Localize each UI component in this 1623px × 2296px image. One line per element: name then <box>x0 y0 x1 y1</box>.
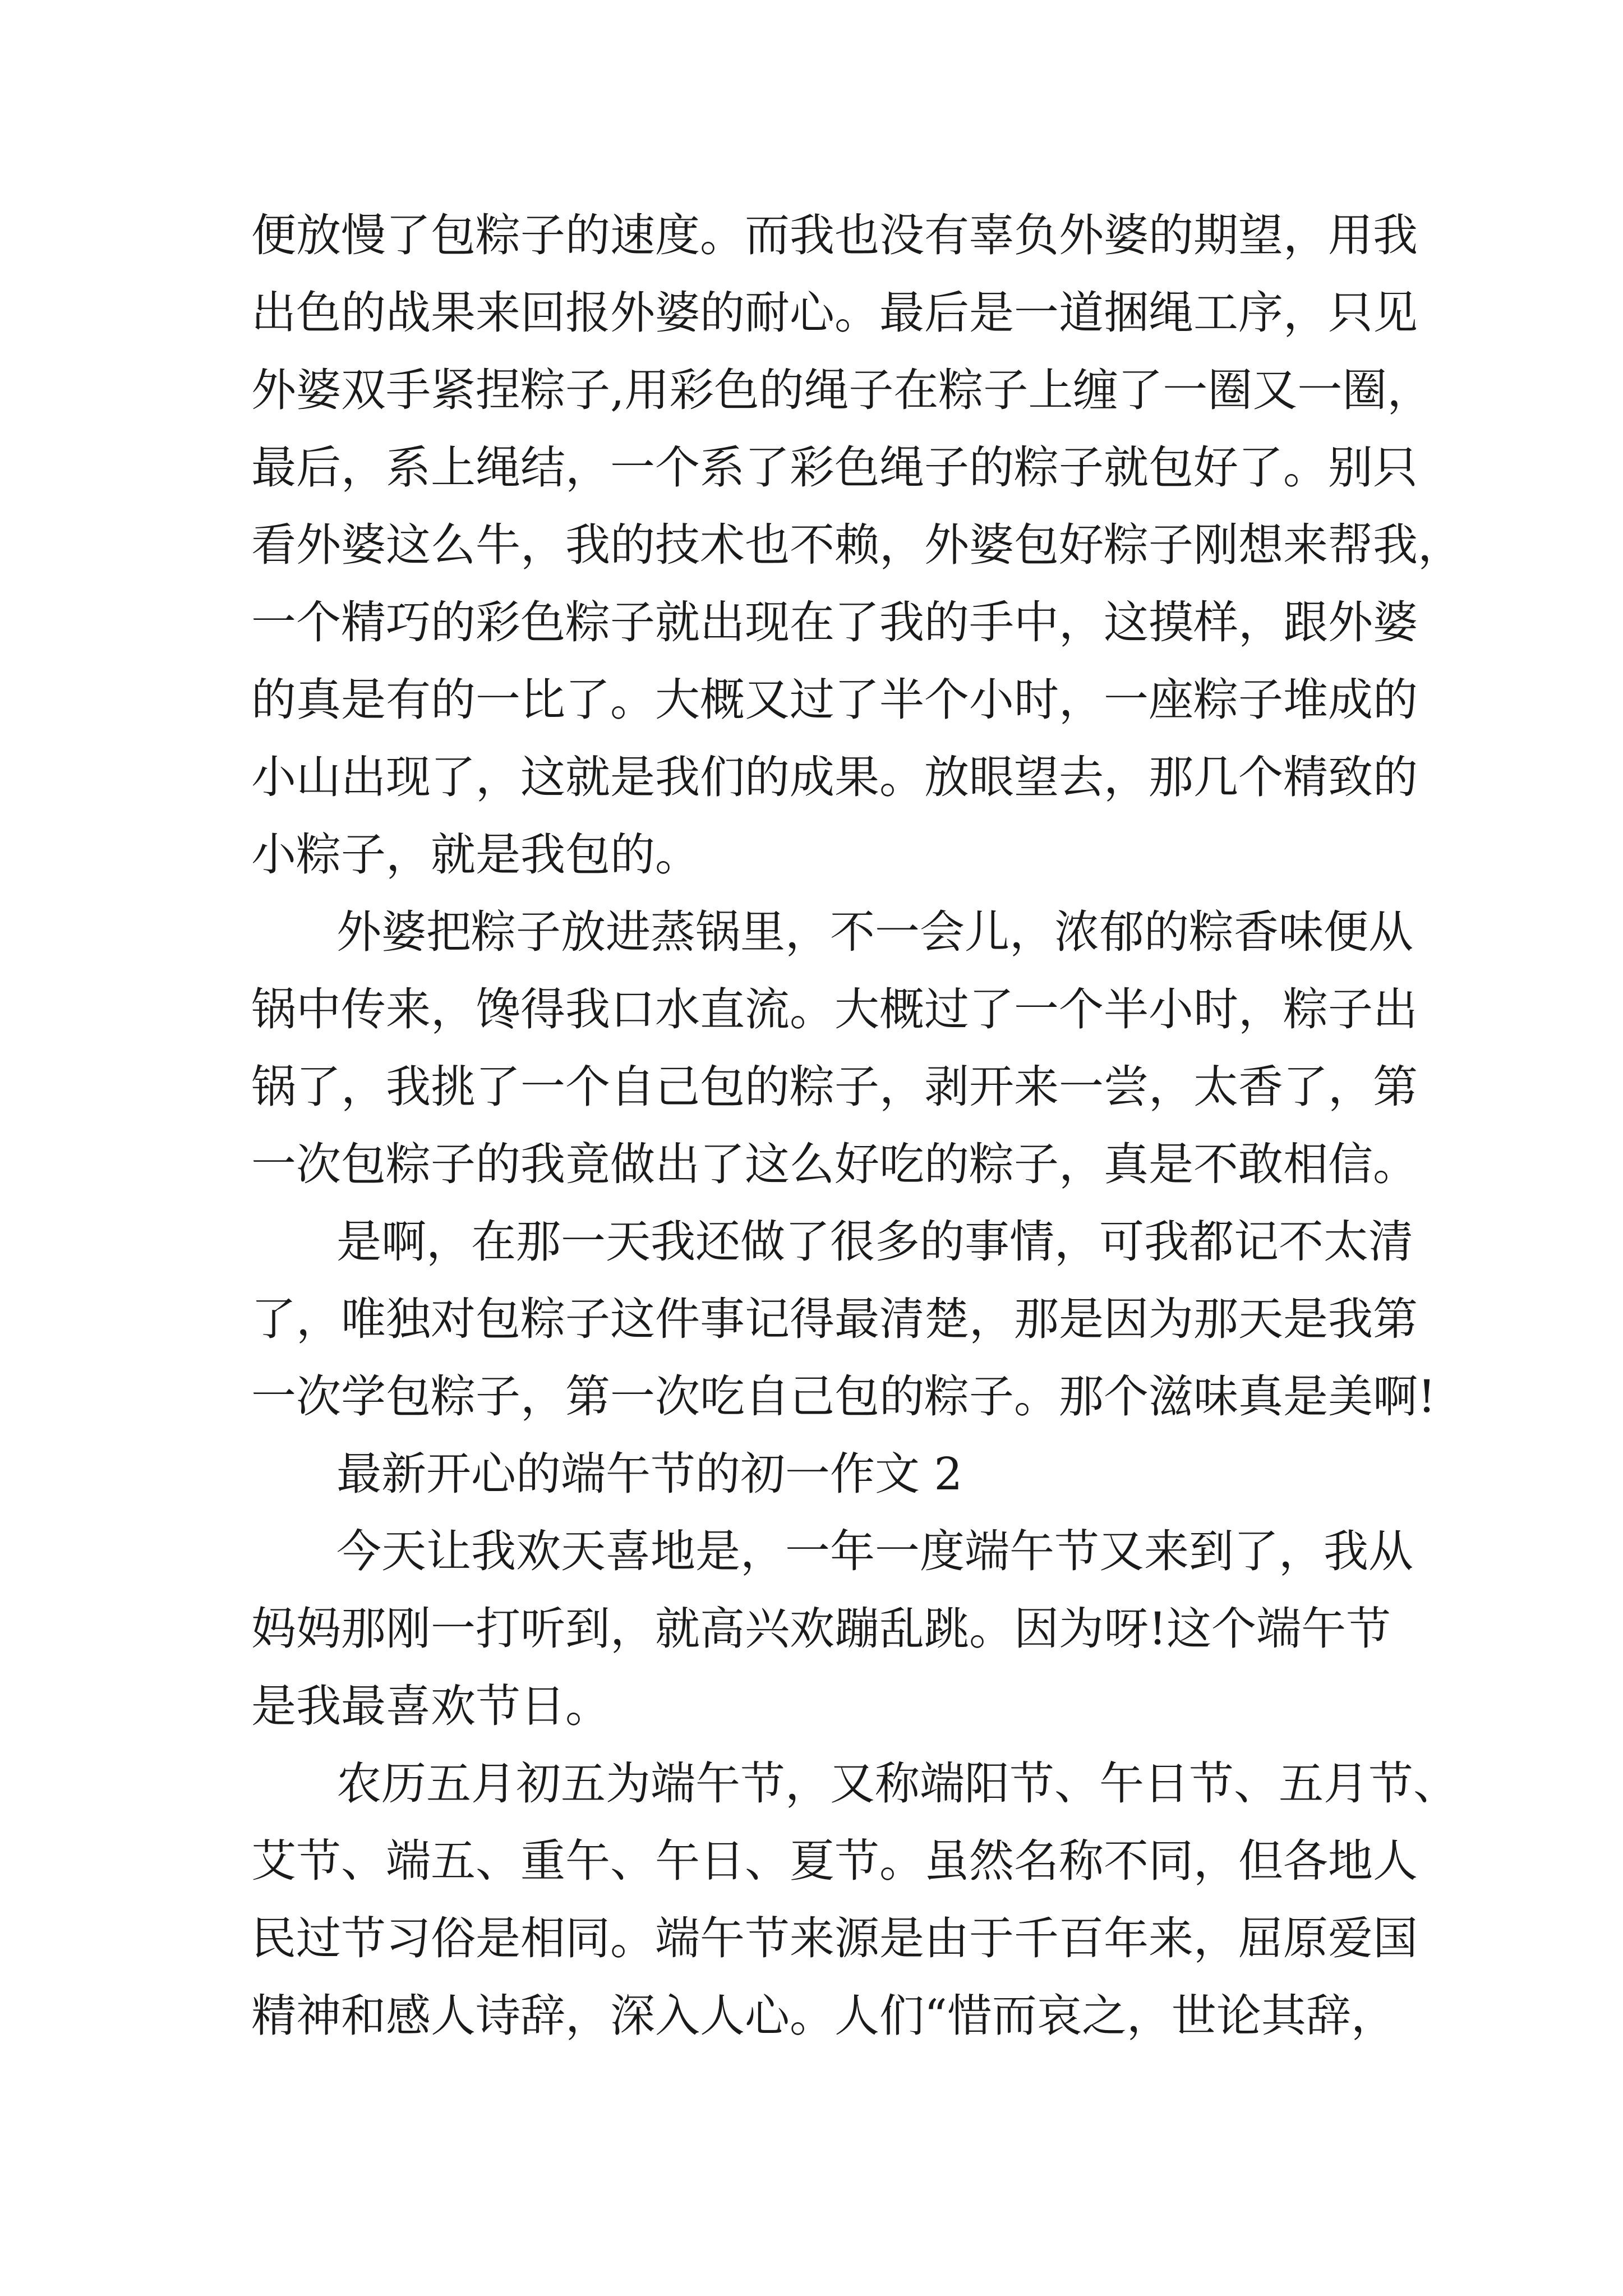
section-heading <box>0 1438 1623 1511</box>
line-text: 了，唯独对包粽子这件事记得最清楚，那是因为那天是我第 <box>251 1293 1418 1345</box>
line-text: 最后，系上绳结，一个系了彩色绳子的粽子就包好了。别只 <box>251 441 1418 494</box>
line-text: 是我最喜欢节日。 <box>251 1680 610 1732</box>
text-line-22 <box>0 1825 1623 1898</box>
line-text: 锅了，我挑了一个自己包的粽子，剥开来一尝，太香了，第 <box>251 1061 1418 1113</box>
line-text: 艾节、端五、重午、午日、夏节。虽然名称不同，但各地人 <box>251 1835 1418 1887</box>
line-text: 小粽子，就是我包的。 <box>251 829 700 881</box>
text-line-3 <box>0 354 1623 427</box>
text-line-2 <box>0 277 1623 349</box>
heading-text: 最新开心的端午节的初一作文 2 <box>336 1448 963 1500</box>
line-text: 民过节习俗是相同。端午节来源是由于千百年来，屈原爱国 <box>251 1912 1418 1964</box>
line-text: 外婆双手紧捏粽子,用彩色的绳子在粽子上缠了一圈又一圈， <box>251 364 1432 416</box>
line-text: 出色的战果来回报外婆的耐心。最后是一道捆绳工序，只见 <box>251 287 1418 339</box>
line-text: 妈妈那刚一打听到，就高兴欢蹦乱跳。因为呀!这个端午节 <box>251 1603 1391 1655</box>
text-line-15 <box>0 1283 1623 1356</box>
text-line-18 <box>0 1515 1623 1588</box>
text-line-24 <box>0 1980 1623 2053</box>
line-text: 便放慢了包粽子的速度。而我也没有辜负外婆的期望，用我 <box>251 209 1418 261</box>
text-line-4 <box>0 431 1623 504</box>
text-line-1 <box>0 199 1623 272</box>
line-text: 锅中传来，馋得我口水直流。大概过了一个半小时，粽子出 <box>251 983 1418 1036</box>
line-text: 一个精巧的彩色粽子就出现在了我的手中，这摸样，跟外婆 <box>251 596 1418 648</box>
text-line-8 <box>0 741 1623 814</box>
text-line-13 <box>0 1128 1623 1201</box>
text-line-5 <box>0 509 1623 582</box>
text-line-20 <box>0 1670 1623 1743</box>
text-line-6 <box>0 586 1623 659</box>
line-text: 外婆把粽子放进蒸锅里，不一会儿，浓郁的粽香味便从 <box>336 906 1413 958</box>
text-line-19 <box>0 1593 1623 1665</box>
line-text: 一次包粽子的我竟做出了这么好吃的粽子，真是不敢相信。 <box>251 1138 1418 1190</box>
line-text: 的真是有的一比了。大概又过了半个小时，一座粽子堆成的 <box>251 674 1418 726</box>
line-text: 小山出现了，这就是我们的成果。放眼望去，那几个精致的 <box>251 751 1418 803</box>
line-text: 农历五月初五为端午节，又称端阳节、午日节、五月节、 <box>336 1757 1458 1810</box>
text-line-16 <box>0 1360 1623 1433</box>
text-line-10 <box>0 896 1623 969</box>
line-text: 看外婆这么牛，我的技术也不赖，外婆包好粽子刚想来帮我， <box>251 519 1463 571</box>
text-line-11 <box>0 973 1623 1046</box>
line-text: 今天让我欢天喜地是，一年一度端午节又来到了，我从 <box>336 1525 1413 1577</box>
text-line-21 <box>0 1747 1623 1820</box>
text-line-14 <box>0 1205 1623 1278</box>
line-text: 一次学包粽子，第一次吃自己包的粽子。那个滋味真是美啊! <box>251 1370 1436 1423</box>
line-text: 是啊，在那一天我还做了很多的事情，可我都记不太清 <box>336 1216 1413 1268</box>
text-line-7 <box>0 664 1623 737</box>
line-text: 精神和感人诗辞，深入人心。人们“惜而哀之，世论其辞， <box>251 1990 1396 2042</box>
text-line-12 <box>0 1051 1623 1124</box>
text-line-9 <box>0 818 1623 891</box>
text-line-23 <box>0 1902 1623 1975</box>
